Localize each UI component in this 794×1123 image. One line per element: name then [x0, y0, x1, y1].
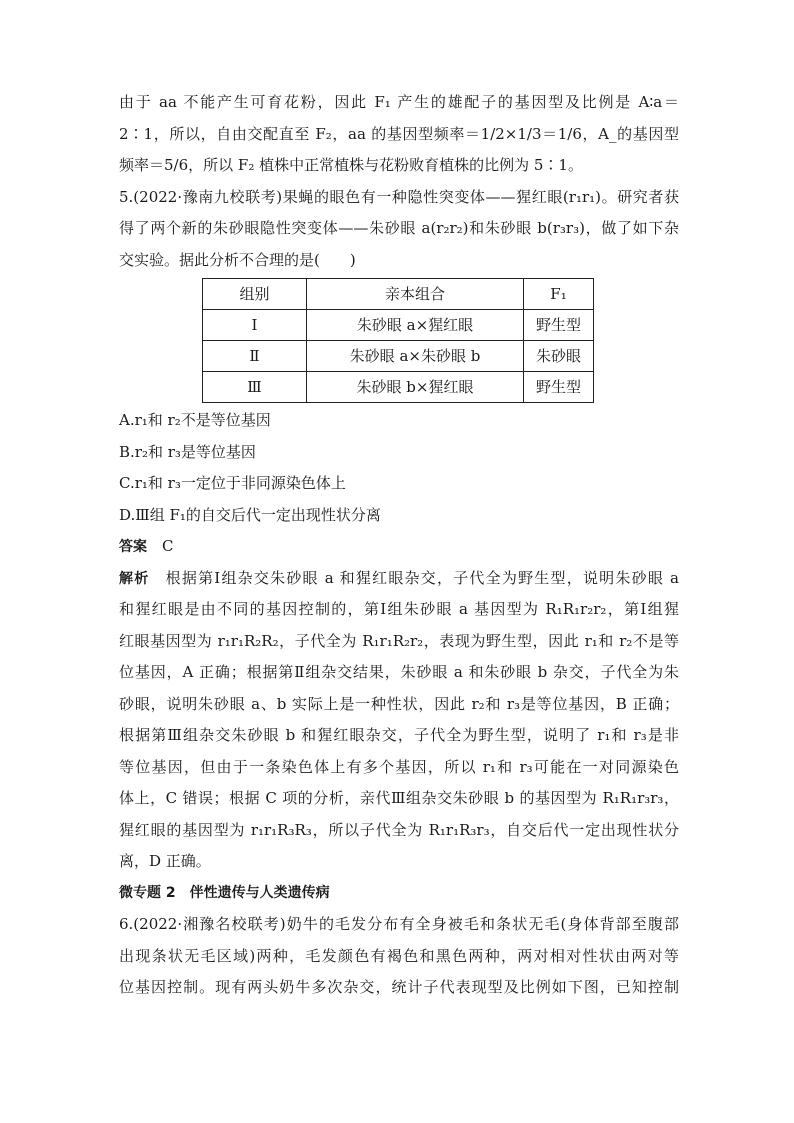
cell-group: Ⅱ [203, 341, 307, 372]
question-stem-line: 位基因控制。现有两头奶牛多次杂交，统计子代表现型及比例如下图，已知控制 [119, 978, 679, 996]
text-line: 2∶1，所以，自由交配直至 F₂，aa 的基因型频率＝1/2×1/3＝1/6，A_的基因型 [119, 124, 679, 143]
answer-value: C [162, 537, 174, 555]
document-page [119, 87, 679, 1004]
analysis-line: 根据第Ⅲ组杂交朱砂眼 b 和猩红眼杂交，子代全为野生型，说明了 r₁和 r₃是非 [119, 726, 679, 744]
analysis-line: 砂眼，说明朱砂眼 a、b 实际上是一种性状，因此 r₂和 r₃是等位基因，B 正确； [119, 694, 679, 713]
cell-f1: 野生型 [524, 372, 594, 403]
analysis-block [119, 563, 679, 878]
cell-f1: 野生型 [524, 310, 594, 341]
cell-parents: 朱砂眼 a×朱砂眼 b [307, 341, 524, 372]
question-stem-line: 出现条状无毛区域)两种，毛发颜色有褐色和黑色两种，两对相对性状由两对等 [119, 946, 679, 965]
intro-paragraph [119, 87, 679, 182]
question-5 [119, 182, 679, 277]
option-b: B.r₂和 r₃是等位基因 [119, 442, 256, 461]
question-stem-line: 得了两个新的朱砂眼隐性突变体——朱砂眼 a(r₂r₂)和朱砂眼 b(r₃r₃)，做了如下杂 [119, 219, 679, 237]
options-list [119, 405, 679, 531]
cross-experiment-table [202, 278, 594, 403]
answer-line [119, 531, 679, 563]
question-stem-line: 5.(2022·豫南九校联考)果蝇的眼色有一种隐性突变体——猩红眼(r₁r₁)。研究者获 [119, 187, 679, 206]
table-header-row [203, 279, 594, 310]
cell-parents: 朱砂眼 a×猩红眼 [307, 310, 524, 341]
header-f1: F₁ [524, 279, 594, 310]
table-row [203, 341, 594, 372]
analysis-line: 离，D 正确。 [119, 852, 211, 870]
text-line: 频率＝5/6，所以 F₂ 植株中正常植株与花粉败育植株的比例为 5∶1。 [119, 156, 583, 174]
analysis-line: 位基因，A 正确；根据第Ⅱ组杂交结果，朱砂眼 a 和朱砂眼 b 杂交，子代全为朱 [119, 663, 679, 681]
analysis-line: 猩红眼的基因型为 r₁r₁R₃R₃，所以子代全为 R₁r₁R₃r₃，自交后代一定出现性状分 [119, 820, 679, 839]
analysis-line: 体上，C 错误；根据 C 项的分析，亲代Ⅲ组杂交朱砂眼 b 的基因型为 R₁R₁r₃r₃， [119, 789, 679, 807]
question-6 [119, 909, 679, 1004]
text-line: 由于 aa 不能产生可育花粉，因此 F₁ 产生的雄配子的基因型及比例是 A∶a＝ [119, 93, 679, 111]
analysis-line: 红眼基因型为 r₁r₁R₂R₂，子代全为 R₁r₁R₂r₂，表现为野生型，因此 r₁和 r₂不是等 [119, 631, 679, 650]
analysis-text: 根据第Ⅰ组杂交朱砂眼 a 和猩红眼杂交，子代全为野生型，说明朱砂眼 a [165, 568, 679, 587]
option-a: A.r₁和 r₂不是等位基因 [119, 411, 271, 429]
section-title: 微专题 2 伴性遗传与人类遗传病 [119, 884, 330, 901]
analysis-line [119, 563, 679, 595]
option-d: D.Ⅲ组 F₁的自交后代一定出现性状分离 [119, 505, 381, 524]
cell-parents: 朱砂眼 b×猩红眼 [307, 372, 524, 403]
analysis-line: 等位基因，但由于一条染色体上有多个基因，所以 r₁和 r₃可能在一对同源染色 [119, 757, 679, 776]
cell-f1: 朱砂眼 [524, 341, 594, 372]
header-parents: 亲本组合 [307, 279, 524, 310]
cell-group: Ⅰ [203, 310, 307, 341]
cell-group: Ⅲ [203, 372, 307, 403]
analysis-line: 和猩红眼是由不同的基因控制的，第Ⅰ组朱砂眼 a 基因型为 R₁R₁r₂r₂，第Ⅰ组猩 [119, 600, 679, 618]
table-row [203, 310, 594, 341]
question-stem-line: 交实验。据此分析不合理的是( ) [119, 250, 356, 269]
answer-label: 答案 [119, 539, 147, 555]
question-stem-line: 6.(2022·湘豫名校联考)奶牛的毛发分布有全身被毛和条状无毛(身体背部至腹部 [119, 915, 679, 933]
table-row [203, 372, 594, 403]
option-c: C.r₁和 r₃一定位于非同源染色体上 [119, 474, 346, 492]
header-group: 组别 [203, 279, 307, 310]
analysis-label: 解析 [119, 570, 150, 587]
